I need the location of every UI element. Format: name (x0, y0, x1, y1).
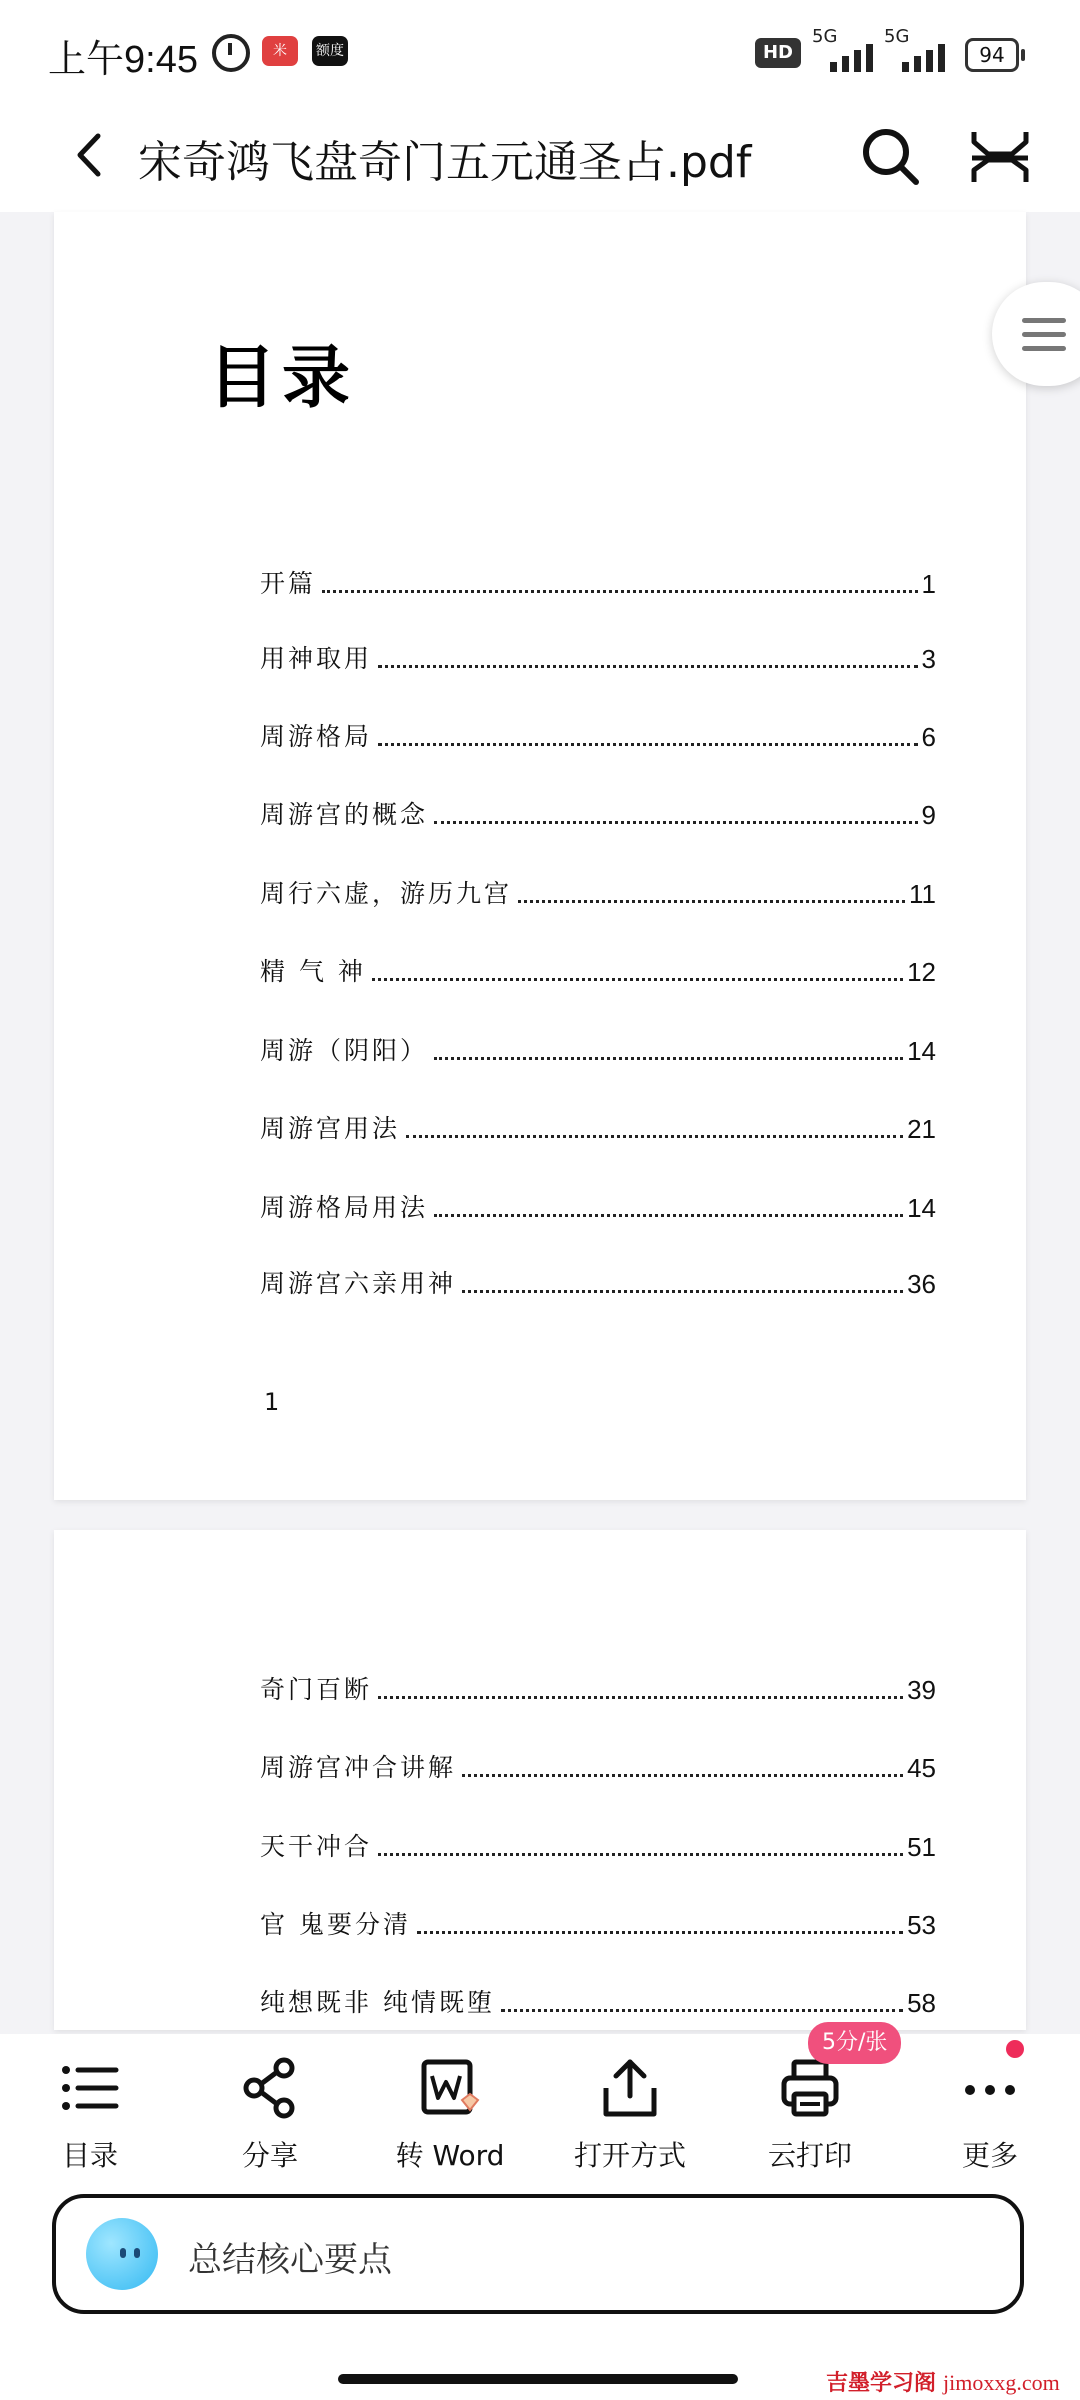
open-with-button[interactable] (545, 2042, 715, 2202)
page-number: 1 (264, 1388, 280, 1416)
toolbar-label: 转 Word (395, 2139, 505, 2172)
convert-word-icon (418, 2056, 482, 2120)
toc-entry[interactable]: 周游宫的概念 9 (260, 800, 936, 830)
toolbar-label: 云打印 (767, 2139, 852, 2172)
toolbar-label: 分享 (241, 2139, 298, 2172)
convert-word-button[interactable] (365, 2042, 535, 2202)
print-icon (778, 2056, 842, 2120)
print-price-badge: 5分/张 (808, 2022, 901, 2064)
toc-entry[interactable]: 奇门百断 39 (260, 1675, 936, 1705)
toc-entry[interactable]: 精 气 神 12 (260, 957, 936, 987)
more-button[interactable] (905, 2042, 1075, 2202)
search-icon[interactable] (858, 124, 922, 188)
toc-heading: 目录 (208, 338, 357, 418)
fold-view-icon[interactable] (968, 124, 1032, 188)
list-icon (58, 2056, 122, 2120)
battery-icon: 94 (965, 38, 1019, 72)
signal-icon (884, 26, 954, 72)
ai-assistant-input[interactable] (52, 2194, 1024, 2314)
bottom-toolbar (0, 2034, 1080, 2400)
notification-dot (1006, 2040, 1024, 2058)
app-notification-icon: 米 (262, 36, 298, 66)
status-time: 上午9:45 (48, 39, 198, 81)
home-indicator[interactable] (338, 2374, 738, 2384)
open-with-icon (598, 2056, 662, 2120)
toolbar-label: 打开方式 (573, 2139, 686, 2172)
watermark-en: jimoxxg.com (943, 2370, 1060, 2395)
title-bar (0, 100, 1080, 212)
toolbar-label: 目录 (61, 2139, 118, 2172)
toc-entry[interactable]: 官 鬼要分清 53 (260, 1910, 936, 1940)
back-arrow-icon[interactable] (66, 130, 116, 180)
signal-icon (812, 26, 882, 72)
share-icon (238, 2056, 302, 2120)
pdf-page-1[interactable] (54, 212, 1026, 1500)
cloud-print-button[interactable] (725, 2042, 895, 2202)
ai-avatar-icon (86, 2218, 158, 2290)
share-button[interactable] (185, 2042, 355, 2202)
toolbar-label: 更多 (961, 2139, 1018, 2172)
toc-button[interactable] (5, 2042, 175, 2202)
alarm-icon (212, 34, 250, 72)
hd-voice-icon: HD (755, 38, 801, 68)
toc-entry[interactable]: 周游格局用法 14 (260, 1193, 936, 1223)
status-bar (0, 0, 1080, 100)
toc-entry[interactable]: 周行六虚，游历九宫 11 (260, 879, 936, 909)
network-type: 5G (884, 26, 910, 47)
toc-entry[interactable]: 周游宫六亲用神 36 (260, 1269, 936, 1299)
toc-entry[interactable]: 周游宫冲合讲解 45 (260, 1753, 936, 1783)
document-title: 宋奇鸿飞盘奇门五元通圣占.pdf (138, 137, 752, 188)
toc-entry[interactable]: 天干冲合 51 (260, 1832, 936, 1862)
toc-entry[interactable]: 用神取用 3 (260, 644, 936, 674)
ai-prompt-text: 总结核心要点 (188, 2240, 392, 2280)
more-icon (958, 2056, 1022, 2120)
toc-entry[interactable]: 周游宫用法 21 (260, 1114, 936, 1144)
toc-entry[interactable]: 周游格局 6 (260, 722, 936, 752)
network-type: 5G (812, 26, 838, 47)
toc-entry[interactable]: 周游（阴阳） 14 (260, 1036, 936, 1066)
toc-entry[interactable]: 纯想既非 纯情既堕 58 (260, 1988, 936, 2018)
pdf-page-2[interactable] (54, 1530, 1026, 2030)
app-notification-icon: 额度 (312, 36, 348, 66)
watermark (826, 2366, 1060, 2397)
toc-entry[interactable]: 开篇 1 (260, 569, 936, 599)
watermark-cn: 吉墨学习阁 (826, 2371, 937, 2396)
